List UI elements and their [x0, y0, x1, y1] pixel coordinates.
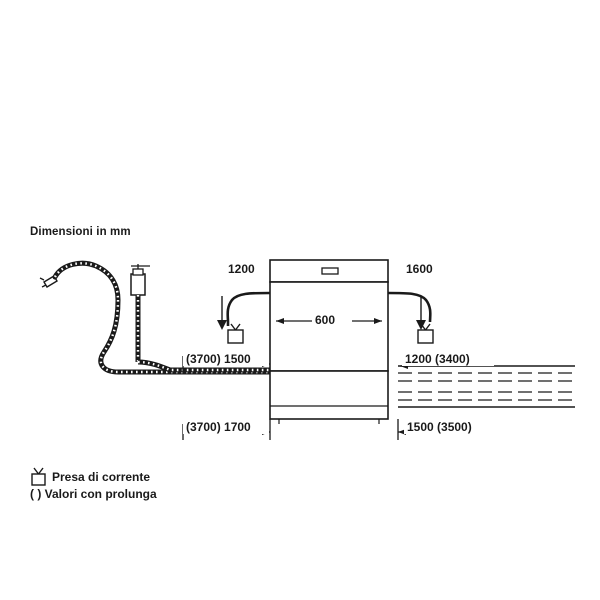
service-pipes-right: [398, 366, 575, 407]
label-right-mid: 1200 (3400): [405, 352, 470, 366]
power-socket-icon-legend: [32, 468, 45, 485]
label-hose-top-left: 1200: [228, 262, 255, 276]
label-left-mid: (3700) 1500: [186, 352, 251, 366]
water-connector-icon: [131, 264, 150, 295]
appliance-body: [270, 260, 388, 424]
legend-item-extension-values: ( ) Valori con prolunga: [30, 487, 157, 501]
label-right-bottom: 1500 (3500): [407, 420, 472, 434]
label-left-bottom: (3700) 1700: [186, 420, 251, 434]
power-socket-icon-left: [228, 324, 243, 343]
right-hose-path: [388, 293, 430, 330]
left-hose-path: [217, 293, 270, 330]
label-hose-top-right: 1600: [406, 262, 433, 276]
label-width: 600: [315, 313, 336, 327]
legend-item-power-socket: Presa di corrente: [52, 470, 151, 484]
diagram-title: Dimensioni in mm: [30, 226, 131, 238]
